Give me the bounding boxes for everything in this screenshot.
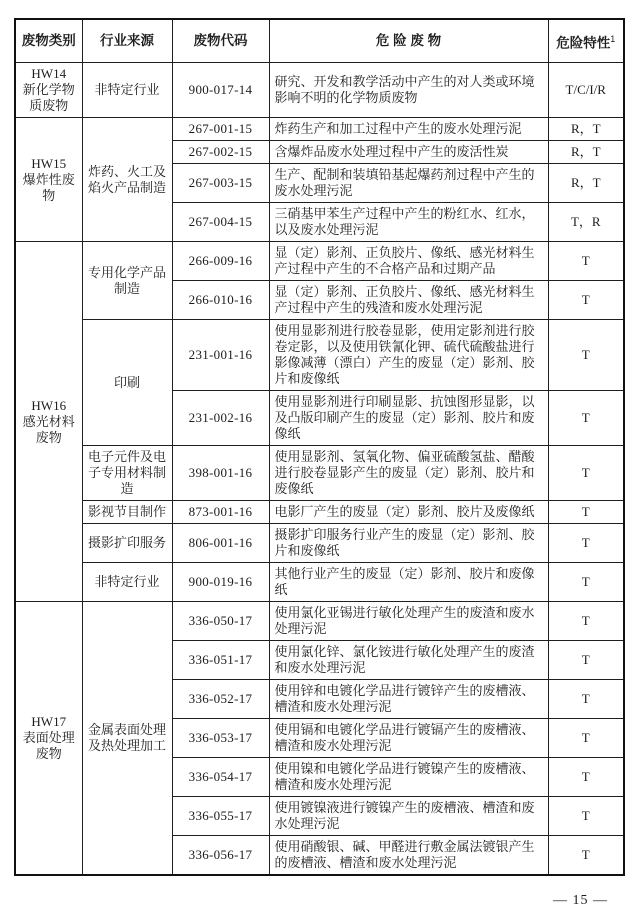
table-row (15, 501, 624, 524)
col-header-hazard-characteristics-label: 危险特性 (556, 35, 611, 51)
hazard-characteristics-cell: T (548, 719, 624, 758)
hazard-characteristics-cell: T (548, 501, 624, 524)
hazard-characteristics-cell: T (548, 524, 624, 563)
hazard-characteristics-cell: T (548, 446, 624, 501)
waste-code-cell: 336-051-17 (172, 641, 269, 680)
waste-description-cell: 三硝基甲苯生产过程中产生的粉红水、红水，以及废水处理污泥 (269, 203, 548, 242)
category-cell (15, 118, 82, 242)
table-body (15, 63, 624, 876)
table-row (15, 63, 624, 118)
category-cell (15, 63, 82, 118)
waste-code-cell: 266-009-16 (172, 242, 269, 281)
table-row (15, 242, 624, 281)
waste-description-cell: 电影厂产生的废显（定）影剂、胶片及废像纸 (269, 501, 548, 524)
col-header-industry-source (82, 19, 172, 63)
category-code: HW14 (31, 66, 67, 81)
waste-code-cell: 336-055-17 (172, 797, 269, 836)
table-row (15, 320, 624, 391)
table-row (15, 563, 624, 602)
waste-code-cell: 267-003-15 (172, 164, 269, 203)
hazard-characteristics-cell: T (548, 281, 624, 320)
hazard-characteristics-cell: T (548, 836, 624, 876)
col-header-industry-source-label: 行业来源 (100, 33, 154, 48)
industry-cell: 印刷 (82, 320, 172, 446)
category-code: HW17 (31, 714, 67, 729)
waste-description-cell: 显（定）影剂、正负胶片、像纸、感光材料生产过程中产生的残渣和废水处理污泥 (269, 281, 548, 320)
waste-description-cell: 炸药生产和加工过程中产生的废水处理污泥 (269, 118, 548, 141)
category-name: 感光材料废物 (22, 413, 75, 445)
waste-code-cell: 336-056-17 (172, 836, 269, 876)
hazard-characteristics-cell: T (548, 602, 624, 641)
waste-code-cell: 806-001-16 (172, 524, 269, 563)
waste-description-cell: 生产、配制和装填铅基起爆药剂过程中产生的废水处理污泥 (269, 164, 548, 203)
waste-code-cell: 873-001-16 (172, 501, 269, 524)
category-cell (15, 602, 82, 876)
hazardous-waste-table (14, 18, 625, 876)
table-header (15, 19, 624, 63)
waste-description-cell: 使用锌和电镀化学品进行镀锌产生的废槽液、槽渣和废水处理污泥 (269, 680, 548, 719)
waste-code-cell: 336-050-17 (172, 602, 269, 641)
col-header-hazardous-waste (269, 19, 548, 63)
waste-code-cell: 398-001-16 (172, 446, 269, 501)
industry-cell: 电子元件及电子专用材料制造 (82, 446, 172, 501)
col-header-hazardous-waste-label: 危 险 废 物 (375, 33, 442, 48)
industry-cell: 专用化学产品制造 (82, 242, 172, 320)
table-row (15, 446, 624, 501)
waste-description-cell: 使用镍和电镀化学品进行镀镍产生的废槽液、槽渣和废水处理污泥 (269, 758, 548, 797)
hazard-characteristics-cell: R，T (548, 118, 624, 141)
waste-code-cell: 266-010-16 (172, 281, 269, 320)
waste-description-cell: 使用硝酸银、碱、甲醛进行敷金属法镀银产生的废槽液、槽渣和废水处理污泥 (269, 836, 548, 876)
hazard-characteristics-cell: T (548, 242, 624, 281)
hazard-characteristics-cell: R，T (548, 141, 624, 164)
industry-cell: 非特定行业 (82, 563, 172, 602)
col-header-waste-category-label: 废物类别 (21, 33, 76, 48)
hazard-characteristics-cell: T (548, 797, 624, 836)
hazard-characteristics-cell: T (548, 758, 624, 797)
industry-cell: 摄影扩印服务 (82, 524, 172, 563)
waste-code-cell: 267-001-15 (172, 118, 269, 141)
category-name: 新化学物质废物 (22, 82, 75, 113)
waste-code-cell: 231-002-16 (172, 391, 269, 446)
waste-code-cell: 231-001-16 (172, 320, 269, 391)
waste-code-cell: 267-004-15 (172, 203, 269, 242)
hazard-characteristics-cell: T (548, 641, 624, 680)
waste-code-cell: 336-054-17 (172, 758, 269, 797)
waste-code-cell: 336-052-17 (172, 680, 269, 719)
footnote-marker: 1 (610, 33, 616, 44)
waste-description-cell: 使用显影剂、氢氧化物、偏亚硫酸氢盐、醋酸进行胶卷显影产生的废显（定）影剂、胶片和废像纸 (269, 446, 548, 501)
hazard-characteristics-cell: T/C/I/R (548, 63, 624, 118)
waste-description-cell: 使用镀镍液进行镀镍产生的废槽液、槽渣和废水处理污泥 (269, 797, 548, 836)
category-code: HW16 (31, 397, 67, 413)
industry-cell: 金属表面处理及热处理加工 (82, 602, 172, 876)
col-header-waste-code-label: 废物代码 (193, 33, 248, 48)
hazard-characteristics-cell: T (548, 391, 624, 446)
category-code: HW15 (31, 155, 67, 171)
industry-cell: 非特定行业 (82, 63, 172, 118)
waste-description-cell: 摄影扩印服务行业产生的废显（定）影剂、胶片和废像纸 (269, 524, 548, 563)
hazard-characteristics-cell: T (548, 680, 624, 719)
hazard-characteristics-cell: T (548, 320, 624, 391)
hazard-characteristics-cell: T，R (548, 203, 624, 242)
category-cell (15, 242, 82, 602)
waste-description-cell: 使用氯化亚锡进行敏化处理产生的废渣和废水处理污泥 (269, 602, 548, 641)
waste-code-cell: 900-017-14 (172, 63, 269, 118)
category-name: 爆炸性废物 (22, 171, 75, 203)
category-name: 表面处理废物 (22, 730, 75, 761)
waste-description-cell: 使用显影剂进行胶卷显影，使用定影剂进行胶卷定影，以及使用铁氰化钾、硫代硫酸盐进行影像减薄（漂白）产生的废显（定）影剂、胶片和废像纸 (269, 320, 548, 391)
header-row (15, 19, 624, 63)
waste-code-cell: 267-002-15 (172, 141, 269, 164)
waste-description-cell: 其他行业产生的废显（定）影剂、胶片和废像纸 (269, 563, 548, 602)
col-header-waste-code (172, 19, 269, 63)
waste-description-cell: 研究、开发和教学活动中产生的对人类或环境影响不明的化学物质废物 (269, 63, 548, 118)
industry-cell: 炸药、火工及焰火产品制造 (82, 118, 172, 242)
waste-description-cell: 含爆炸品废水处理过程中产生的废活性炭 (269, 141, 548, 164)
col-header-hazard-characteristics (548, 19, 624, 63)
hazard-characteristics-cell: R，T (548, 164, 624, 203)
table-row (15, 118, 624, 141)
col-header-waste-category (15, 19, 82, 63)
waste-description-cell: 显（定）影剂、正负胶片、像纸、感光材料生产过程中产生的不合格产品和过期产品 (269, 242, 548, 281)
hazard-characteristics-cell: T (548, 563, 624, 602)
waste-description-cell: 使用显影剂进行印刷显影、抗蚀图形显影，以及凸版印刷产生的废显（定）影剂、胶片和废像纸 (269, 391, 548, 446)
waste-code-cell: 900-019-16 (172, 563, 269, 602)
waste-code-cell: 336-053-17 (172, 719, 269, 758)
table-row (15, 602, 624, 641)
industry-cell: 影视节目制作 (82, 501, 172, 524)
waste-description-cell: 使用镉和电镀化学品进行镀镉产生的废槽液、槽渣和废水处理污泥 (269, 719, 548, 758)
page-footer: — 15 — (553, 893, 608, 908)
waste-description-cell: 使用氯化锌、氯化铵进行敏化处理产生的废渣和废水处理污泥 (269, 641, 548, 680)
table-row (15, 524, 624, 563)
